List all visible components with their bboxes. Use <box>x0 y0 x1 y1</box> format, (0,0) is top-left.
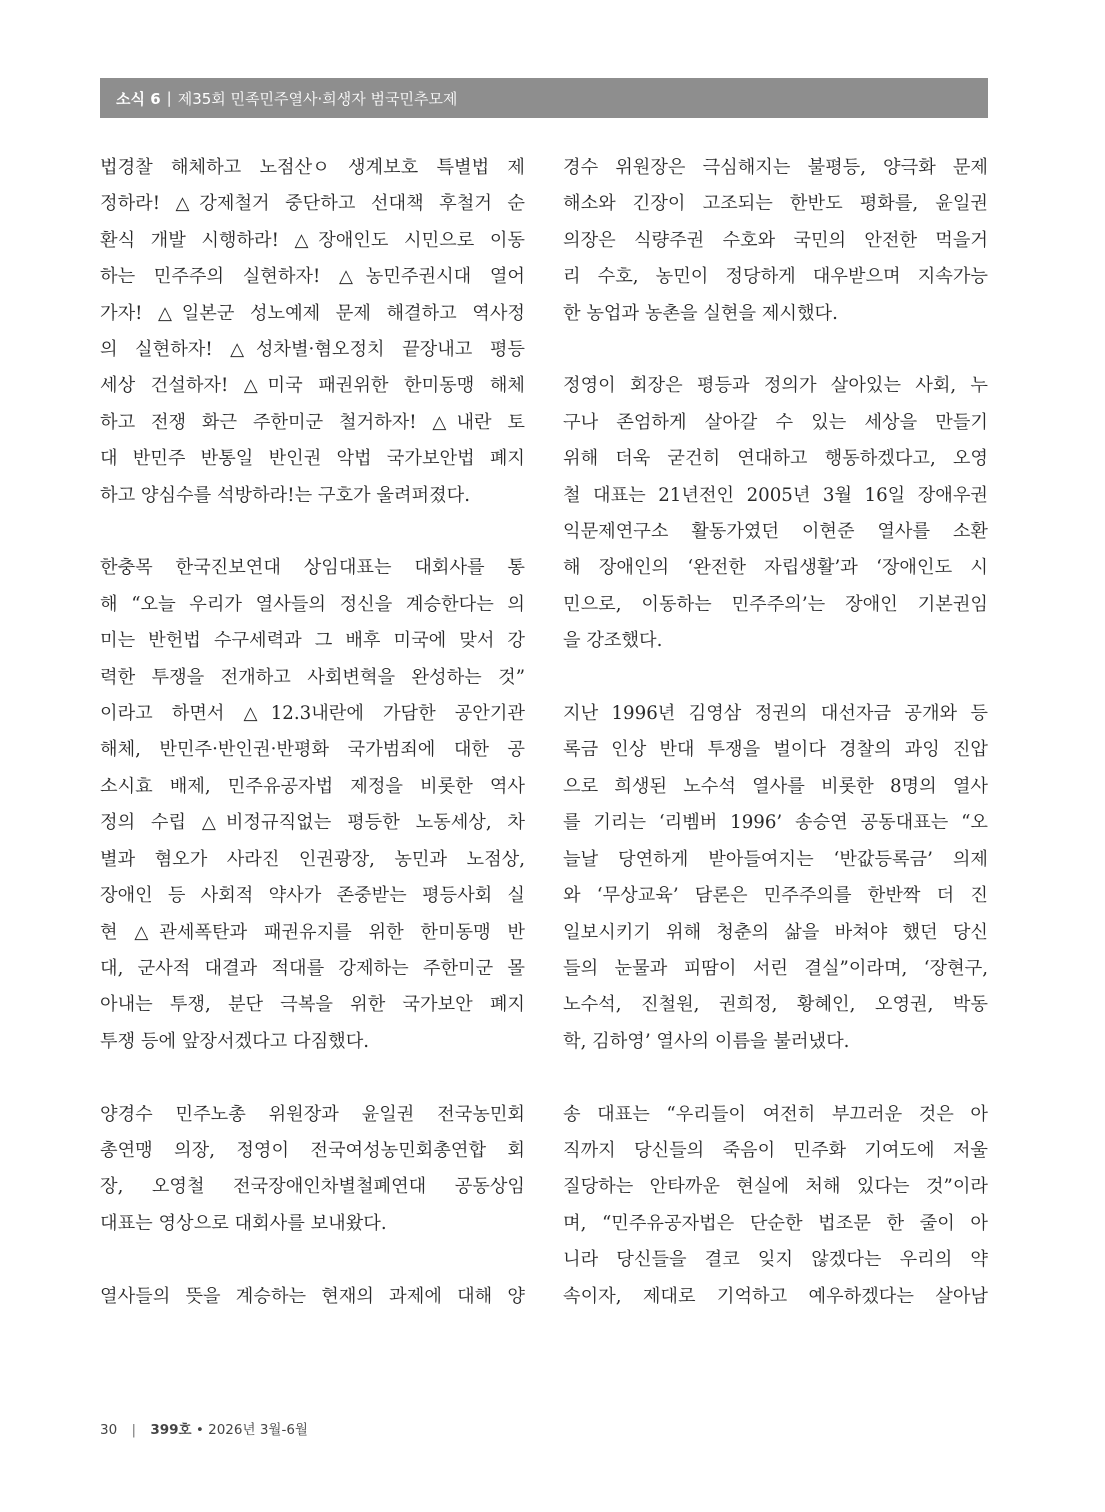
issue-date: • 2026년 3월-6월 <box>195 1422 308 1438</box>
text-line: 의 실현하자! △성차별·혐오정치 끝장내고 평등 <box>100 339 525 361</box>
text-line: 니라 당신들을 결코 잊지 않겠다는 우리의 약 <box>563 1249 988 1271</box>
text-line: 소시효 배제, 민주유공자법 제정을 비롯한 역사 <box>100 775 525 797</box>
text-line: 며, “민주유공자법은 단순한 법조문 한 줄이 아 <box>563 1212 988 1234</box>
text-line: 장, 오영철 전국장애인차별철폐연대 공동상임 <box>100 1176 525 1198</box>
text-line: 현 △관세폭탄과 패권유지를 위한 한미동맹 반 <box>100 921 525 943</box>
text-line: 으로 희생된 노수석 열사를 비롯한 8명의 열사 <box>563 775 988 797</box>
text-line: 구나 존엄하게 살아갈 수 있는 세상을 만들기 <box>563 411 988 433</box>
text-line: 해소와 긴장이 고조되는 한반도 평화를, 윤일권 <box>563 193 988 215</box>
text-line: 의장은 식량주권 수호와 국민의 안전한 먹을거 <box>563 229 988 251</box>
text-line: 록금 인상 반대 투쟁을 벌이다 경찰의 과잉 진압 <box>563 739 988 761</box>
text-line: 학, 김하영’ 열사의 이름을 불러냈다. <box>563 1030 850 1052</box>
header-separator: | <box>166 89 172 107</box>
text-line: 송 대표는 “우리들이 여전히 부끄러운 것은 아 <box>563 1103 988 1125</box>
text-line: 정하라! △강제철거 중단하고 선대책 후철거 순 <box>100 193 525 215</box>
text-line: 투쟁 등에 앞장서겠다고 다짐했다. <box>100 1030 370 1052</box>
text-line: 철 대표는 21년전인 2005년 3월 16일 장애우권 <box>563 484 988 506</box>
text-line: 를 기리는 ‘리벰버 1996’ 송승연 공동대표는 “오 <box>563 812 988 834</box>
text-line: 이라고 하면서 △12.3내란에 가담한 공안기관 <box>100 703 525 725</box>
text-line: 열사들의 뜻을 계승하는 현재의 과제에 대해 양 <box>100 1285 525 1307</box>
text-line: 총연맹 의장, 정영이 전국여성농민회총연합 회 <box>100 1139 525 1161</box>
page-footer <box>100 1418 308 1438</box>
text-line: 대, 군사적 대결과 적대를 강제하는 주한미군 몰 <box>100 957 525 979</box>
text-line: 대표는 영상으로 대회사를 보내왔다. <box>100 1212 387 1234</box>
section-header-bar <box>100 78 988 118</box>
page-number: 30 <box>100 1422 118 1438</box>
text-line: 익문제연구소 활동가였던 이현준 열사를 소환 <box>563 521 988 543</box>
paragraph-gap <box>563 660 988 696</box>
text-line: 정의 수립 △비정규직없는 평등한 노동세상, 차 <box>100 812 525 834</box>
text-line: 위해 더욱 굳건히 연대하고 행동하겠다고, 오영 <box>563 448 988 470</box>
text-line: 장애인 등 사회적 약사가 존중받는 평등사회 실 <box>100 885 525 907</box>
text-line: 환식 개발 시행하라! △장애인도 시민으로 이동 <box>100 229 525 251</box>
text-line: 하고 양심수를 석방하라!는 구호가 울려퍼졌다. <box>100 484 471 506</box>
paragraph-gap <box>563 1060 988 1096</box>
text-line: 하는 민주주의 실현하자! △농민주권시대 열어 <box>100 266 525 288</box>
text-line: 아내는 투쟁, 분단 극복을 위한 국가보안 폐지 <box>100 994 525 1016</box>
text-line: 민으로, 이동하는 민주주의’는 장애인 기본권임 <box>563 593 988 615</box>
section-title: 제35회 민족민주열사·희생자 범국민추모제 <box>177 89 458 108</box>
text-line: 질당하는 안타까운 현실에 처해 있다는 것”이라 <box>563 1176 988 1198</box>
text-line: 늘날 당연하게 받아들여지는 ‘반값등록금’ 의제 <box>563 848 988 870</box>
text-line: 들의 눈물과 피땀이 서린 결실”이라며, ‘장현구, <box>563 957 988 979</box>
text-line: 법경찰 해체하고 노점산ㅇ 생계보호 특별법 제 <box>100 157 525 178</box>
text-line: 을 강조했다. <box>563 630 663 652</box>
left-column <box>100 150 525 1315</box>
paragraph-gap <box>100 1242 525 1278</box>
text-line: 지난 1996년 김영삼 정권의 대선자금 공개와 등 <box>563 703 988 725</box>
text-line: 리 수호, 농민이 정당하게 대우받으며 지속가능 <box>563 266 988 288</box>
text-line: 직까지 당신들의 죽음이 민주화 기여도에 저울 <box>563 1139 988 1161</box>
issue-number: 399호 <box>150 1422 192 1438</box>
text-line: 세상 건설하자! △미국 패권위한 한미동맹 해체 <box>100 375 525 397</box>
text-line: 해체, 반민주·반인권·반평화 국가범죄에 대한 공 <box>100 739 525 761</box>
right-column <box>563 150 988 1315</box>
text-line: 한충목 한국진보연대 상임대표는 대회사를 통 <box>100 557 525 579</box>
text-line: 노수석, 진철원, 권희정, 황혜인, 오영권, 박동 <box>563 994 988 1016</box>
paragraph-gap <box>100 1060 525 1096</box>
paragraph-gap <box>563 332 988 368</box>
text-line: 하고 전쟁 화근 주한미군 철거하자! △내란 토 <box>100 411 525 433</box>
text-line: 와 ‘무상교육’ 담론은 민주주의를 한반짝 더 진 <box>563 885 988 907</box>
text-line: 미는 반헌법 수구세력과 그 배후 미국에 맞서 강 <box>100 630 525 652</box>
text-line: 해 “오늘 우리가 열사들의 정신을 계승한다는 의 <box>100 593 525 615</box>
text-line: 가자! △일본군 성노예제 문제 해결하고 역사정 <box>100 302 525 324</box>
text-line: 대 반민주 반통일 반인권 악법 국가보안법 폐지 <box>100 448 525 470</box>
text-line: 정영이 회장은 평등과 정의가 살아있는 사회, 누 <box>563 375 988 397</box>
section-label: 소식 6 <box>116 89 161 108</box>
text-line: 해 장애인의 ‘완전한 자립생활’과 ‘장애인도 시 <box>563 557 988 579</box>
text-line: 한 농업과 농촌을 실현을 제시했다. <box>563 302 838 324</box>
text-line: 경수 위원장은 극심해지는 불평등, 양극화 문제 <box>563 157 988 178</box>
paragraph-gap <box>100 514 525 550</box>
text-line: 양경수 민주노총 위원장과 윤일권 전국농민회 <box>100 1103 525 1125</box>
text-line: 력한 투쟁을 전개하고 사회변혁을 완성하는 것” <box>100 666 525 688</box>
footer-separator: | <box>131 1422 137 1438</box>
text-line: 별과 혐오가 사라진 인권광장, 농민과 노점상, <box>100 848 525 870</box>
text-line: 속이자, 제대로 기억하고 예우하겠다는 살아남 <box>563 1285 988 1307</box>
text-line: 일보시키기 위해 청춘의 삶을 바쳐야 했던 당신 <box>563 921 988 943</box>
